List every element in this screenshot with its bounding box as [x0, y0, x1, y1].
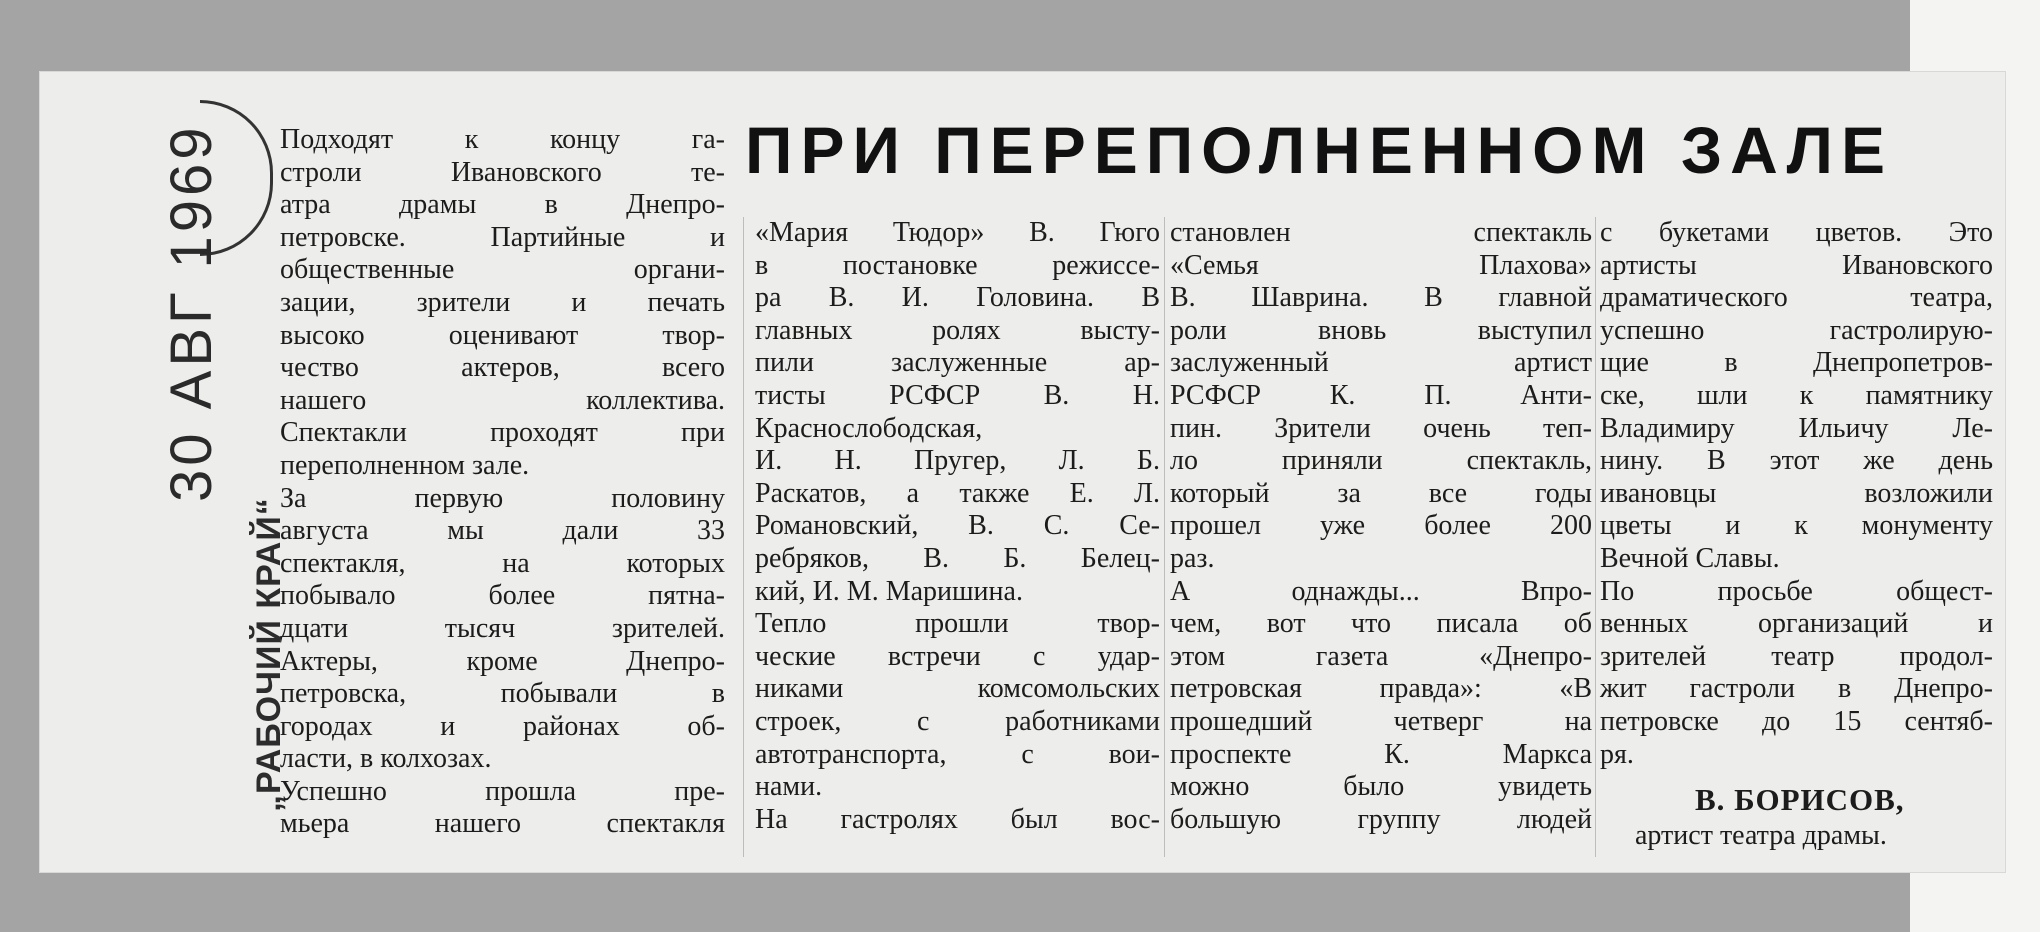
article-text-line: с букетами цветов. Это: [1600, 217, 1993, 248]
article-text-line: артисты Ивановского: [1600, 249, 1993, 281]
article-text-line: зации, зрители и печать: [280, 286, 725, 318]
article-column-3: [1170, 217, 1592, 836]
article-headline: ПРИ ПЕРЕПОЛНЕННОМ ЗАЛЕ: [745, 113, 1893, 187]
article-text-line: кий, И. М. Маришина.: [755, 575, 1023, 607]
newspaper-name-stamp: „РАБОЧИЙ КРАЙ“: [250, 497, 288, 812]
article-text-line: нину. В этот же день: [1600, 445, 1993, 477]
article-text-line: Вечной Славы.: [1600, 542, 1780, 574]
article-text-line: Актеры, кроме Днепро-: [280, 645, 725, 677]
article-text-line: прошел уже более 200: [1170, 510, 1592, 542]
article-text-line: петровска, побывали в: [280, 678, 725, 710]
article-text-line: зрителей театр продол-: [1600, 640, 1993, 672]
article-text-line: чем, вот что писала об: [1170, 608, 1592, 640]
article-text-line: На гастролях был вос-: [755, 803, 1160, 835]
date-stamp: 30 АВГ 1969: [159, 123, 224, 502]
article-text-line: Раскатов, а также Е. Л.: [755, 477, 1160, 509]
article-text-line: можно было увидеть: [1170, 771, 1592, 803]
article-text-line: прошедший четверг на: [1170, 705, 1592, 737]
article-text-line: И. Н. Пругер, Л. Б.: [755, 445, 1160, 477]
article-text-line: жит гастроли в Днепро-: [1600, 673, 1993, 705]
article-text-line: петровская правда»: «В: [1170, 673, 1592, 705]
article-text-line: венных организаций и: [1600, 608, 1993, 640]
article-text-line: петровске. Партийные и: [280, 221, 725, 253]
article-text-line: цветы и к монументу: [1600, 510, 1993, 542]
article-text-line: строек, с работниками: [755, 705, 1160, 737]
author-role: артист театра драмы.: [1635, 820, 1887, 851]
article-text-line: роли вновь выступил: [1170, 314, 1592, 346]
article-text-line: спектакля, на которых: [280, 547, 725, 579]
article-text-line: В. Шаврина. В главной: [1170, 282, 1592, 314]
article-text-line: высоко оценивают твор-: [280, 319, 725, 351]
article-text-line: пили заслуженные ар-: [755, 347, 1160, 379]
article-text-line: щие в Днепропетров-: [1600, 347, 1993, 379]
article-text-line: Спектакли проходят при: [280, 417, 725, 449]
article-text-line: строли Ивановского те-: [280, 156, 725, 188]
article-text-line: Успешно прошла пре-: [280, 775, 725, 807]
article-text-line: РСФСР К. П. Анти-: [1170, 379, 1592, 411]
column-divider: [743, 217, 744, 857]
article-text-line: который за все годы: [1170, 477, 1592, 509]
article-text-line: городах и районах об-: [280, 710, 725, 742]
article-text-line: За первую половину: [280, 482, 725, 514]
article-text-line: тисты РСФСР В. Н.: [755, 379, 1160, 411]
newspaper-clipping: [40, 72, 2005, 872]
article-text-line: нашего коллектива.: [280, 384, 725, 416]
article-text-line: Владимиру Ильичу Ле-: [1600, 412, 1993, 444]
article-text-line: ческие встречи с удар-: [755, 640, 1160, 672]
article-text-line: побывало более пятна-: [280, 580, 725, 612]
column-divider: [1164, 217, 1165, 857]
author-signature: В. БОРИСОВ,: [1695, 782, 1905, 817]
article-text-line: «Мария Тюдор» В. Гюго: [755, 217, 1160, 248]
article-text-line: главных ролях высту-: [755, 314, 1160, 346]
article-text-line: большую группу людей: [1170, 803, 1592, 835]
article-text-line: никами комсомольских: [755, 673, 1160, 705]
article-text-line: автотранспорта, с вои-: [755, 738, 1160, 770]
article-text-line: Романовский, В. С. Се-: [755, 510, 1160, 542]
article-text-line: мьера нашего спектакля: [280, 808, 725, 840]
article-text-line: ласти, в колхозах.: [280, 743, 492, 775]
article-text-line: этом газета «Днепро-: [1170, 640, 1592, 672]
article-column-4: [1600, 217, 1993, 771]
article-text-line: ске, шли к памятнику: [1600, 379, 1993, 411]
article-text-line: ря.: [1600, 738, 1634, 770]
article-text-line: драматического театра,: [1600, 282, 1993, 314]
article-text-line: ивановцы возложили: [1600, 477, 1993, 509]
article-text-line: атра драмы в Днепро-: [280, 189, 725, 221]
article-text-line: успешно гастролирую-: [1600, 314, 1993, 346]
article-text-line: переполненном зале.: [280, 449, 530, 481]
article-text-line: Подходят к концу га-: [280, 124, 725, 155]
article-text-line: общественные органи-: [280, 254, 725, 286]
article-text-line: проспекте К. Маркса: [1170, 738, 1592, 770]
article-column-2: [755, 217, 1160, 836]
article-text-line: Краснослободская,: [755, 412, 983, 444]
article-text-line: чество актеров, всего: [280, 352, 725, 384]
article-text-line: «Семья Плахова»: [1170, 249, 1592, 281]
article-column-1: [280, 124, 725, 841]
article-text-line: По просьбе общест-: [1600, 575, 1993, 607]
article-text-line: Тепло прошли твор-: [755, 608, 1160, 640]
article-text-line: нами.: [755, 771, 823, 803]
article-text-line: августа мы дали 33: [280, 515, 725, 547]
article-text-line: в постановке режиссе-: [755, 249, 1160, 281]
column-divider: [1595, 217, 1596, 857]
article-text-line: дцати тысяч зрителей.: [280, 612, 725, 644]
article-text-line: А однажды... Впро-: [1170, 575, 1592, 607]
article-text-line: становлен спектакль: [1170, 217, 1592, 248]
article-text-line: раз.: [1170, 542, 1215, 574]
article-text-line: ло приняли спектакль,: [1170, 445, 1592, 477]
article-text-line: пин. Зрители очень теп-: [1170, 412, 1592, 444]
article-text-line: заслуженный артист: [1170, 347, 1592, 379]
article-text-line: петровске до 15 сентяб-: [1600, 705, 1993, 737]
article-text-line: ребряков, В. Б. Белец-: [755, 542, 1160, 574]
article-text-line: ра В. И. Головина. В: [755, 282, 1160, 314]
